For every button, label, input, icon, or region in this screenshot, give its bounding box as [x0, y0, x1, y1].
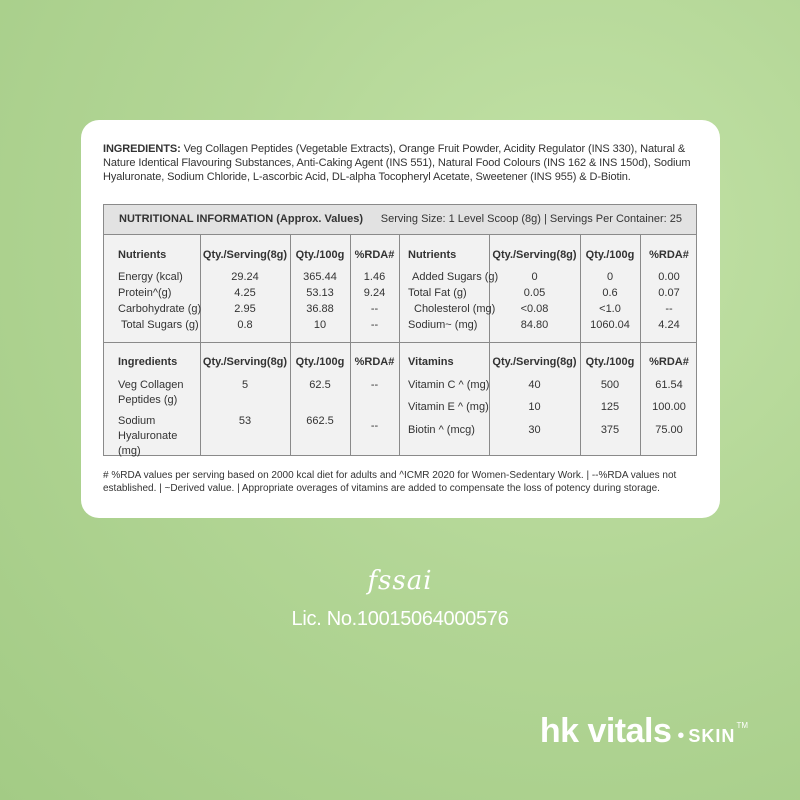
nutrient-value: 0: [531, 271, 538, 283]
col-header: Qty./100g: [585, 249, 635, 261]
col-header: %RDA#: [354, 249, 395, 261]
vitamin-value: 500: [600, 379, 620, 391]
vitamin-value: 40: [528, 379, 541, 391]
nutrient-name: Total Sugars (g): [121, 319, 199, 331]
vitamin-value: 125: [600, 401, 620, 413]
vitamin-value: 10: [528, 401, 541, 413]
nutrient-value: 0.8: [237, 319, 253, 331]
grid-line: [640, 235, 641, 455]
license-number: Lic. No.10015064000576: [291, 608, 509, 630]
vitamin-value: 100.00: [652, 401, 686, 413]
vitamin-value: 30: [528, 424, 541, 436]
col-header: Qty./100g: [295, 356, 345, 368]
trademark: TM: [736, 721, 748, 730]
col-header: %RDA#: [354, 356, 395, 368]
grid-line: [399, 235, 400, 455]
ingredient-name: Veg Collagen Peptides (g): [118, 379, 184, 406]
col-header: Qty./Serving(8g): [202, 249, 288, 261]
nutrition-table-title: NUTRITIONAL INFORMATION (Approx. Values): [119, 213, 364, 225]
nutrient-value: 53.13: [306, 287, 334, 299]
nutrient-value: <1.0: [599, 303, 621, 315]
nutrient-value: 4.24: [658, 319, 680, 331]
brand-sub: SKIN: [688, 726, 736, 746]
footnote: # %RDA values per serving based on 2000 kcal diet for adults and ^ICMR 2020 for Women-Sedentary Work. | --%RDA values not established. | ~Derived value. | Appropriate overages of vitamins are added to compensate the loss of potency during storage.: [103, 470, 677, 494]
nutrient-value: 84.80: [520, 319, 549, 331]
nutrient-name: Added Sugars (g): [412, 271, 499, 283]
col-header: Nutrients: [118, 249, 167, 261]
col-header: Qty./100g: [295, 249, 345, 261]
ingredient-value: 53: [238, 415, 252, 427]
vitamin-value: 75.00: [655, 424, 683, 436]
vitamin-name: Vitamin E ^ (mg): [408, 401, 489, 413]
brand-logo: [540, 712, 748, 751]
nutrient-value: 0.07: [658, 287, 680, 299]
nutrient-value: 0.6: [602, 287, 618, 299]
section-divider: [104, 342, 696, 343]
nutrient-name: Sodium~ (mg): [408, 319, 478, 331]
fssai-logo: fssai: [367, 566, 433, 596]
nutrient-value: --: [370, 303, 379, 315]
col-header: %RDA#: [649, 356, 689, 368]
vitamin-value: 61.54: [655, 379, 683, 391]
nutrient-name: Carbohydrate (g): [118, 303, 202, 315]
vitamin-name: Vitamin C ^ (mg): [408, 379, 490, 391]
grid-line: [489, 235, 490, 455]
nutrient-value: --: [370, 319, 379, 331]
nutrient-value: 365.44: [303, 271, 337, 283]
col-header: Nutrients: [408, 249, 457, 261]
ingredient-value: --: [370, 420, 379, 432]
col-header: Qty./Serving(8g): [492, 249, 577, 261]
ingredient-value: 62.5: [309, 379, 331, 391]
nutrition-label-card: [81, 120, 720, 518]
nutrition-table: [103, 204, 697, 456]
nutrient-value: 1.46: [363, 271, 386, 283]
grid-line: [580, 235, 581, 455]
ingredients-text: [103, 142, 703, 184]
col-header: Vitamins: [408, 356, 454, 368]
col-header: %RDA#: [649, 249, 689, 261]
nutrient-value: <0.08: [520, 303, 549, 315]
brand-name: hk vitals: [539, 712, 672, 750]
nutrient-value: 1060.04: [590, 319, 630, 331]
nutrient-value: 36.88: [306, 303, 334, 315]
nutrient-name: Protein^(g): [118, 287, 172, 299]
serving-info: Serving Size: 1 Level Scoop (8g) | Servings Per Container: 25: [380, 213, 682, 225]
col-header: Qty./Serving(8g): [202, 356, 288, 368]
nutrient-name: Energy (kcal): [118, 271, 183, 283]
col-header: Qty./Serving(8g): [492, 356, 577, 368]
vitamin-name: Biotin ^ (mcg): [408, 424, 475, 436]
ingredient-value: 662.5: [306, 415, 334, 427]
col-header: Qty./100g: [585, 356, 635, 368]
ingredients-list: Veg Collagen Peptides (Vegetable Extracts), Orange Fruit Powder, Acidity Regulator (INS 330), Natural & Nature Identical Flavouring Substances, Anti-Caking Agent (INS 551), Natural Food Colours (INS 162 & INS 150d), Sodium Hyaluronate, Sodium Chloride, L-ascorbic Acid, DL-alpha Tocopheryl Acetate, Sweetener (INS 955) & D-Biotin.: [103, 143, 691, 183]
nutrient-name: Total Fat (g): [408, 287, 467, 299]
ingredient-name: Sodium Hyaluronate (mg): [118, 415, 178, 457]
nutrient-value: 2.95: [234, 303, 256, 315]
nutrient-value: 0.00: [658, 271, 680, 283]
nutrient-value: 9.24: [363, 287, 386, 299]
ingredient-value: 5: [241, 379, 249, 391]
nutrient-value: 10: [313, 319, 327, 331]
nutrient-value: 0.05: [523, 287, 546, 299]
nutrient-value: 4.25: [234, 287, 256, 299]
nutrition-table-header: [104, 205, 696, 235]
brand-dot: •: [677, 725, 685, 747]
nutrient-name: Cholesterol (mg): [414, 303, 496, 315]
nutrient-value: 29.24: [231, 271, 259, 283]
nutrient-value: 0: [606, 271, 614, 283]
ingredients-label: INGREDIENTS:: [103, 143, 181, 155]
ingredient-value: --: [370, 379, 379, 391]
col-header: Ingredients: [118, 356, 178, 368]
nutrient-value: --: [665, 303, 673, 315]
vitamin-value: 375: [600, 424, 620, 436]
